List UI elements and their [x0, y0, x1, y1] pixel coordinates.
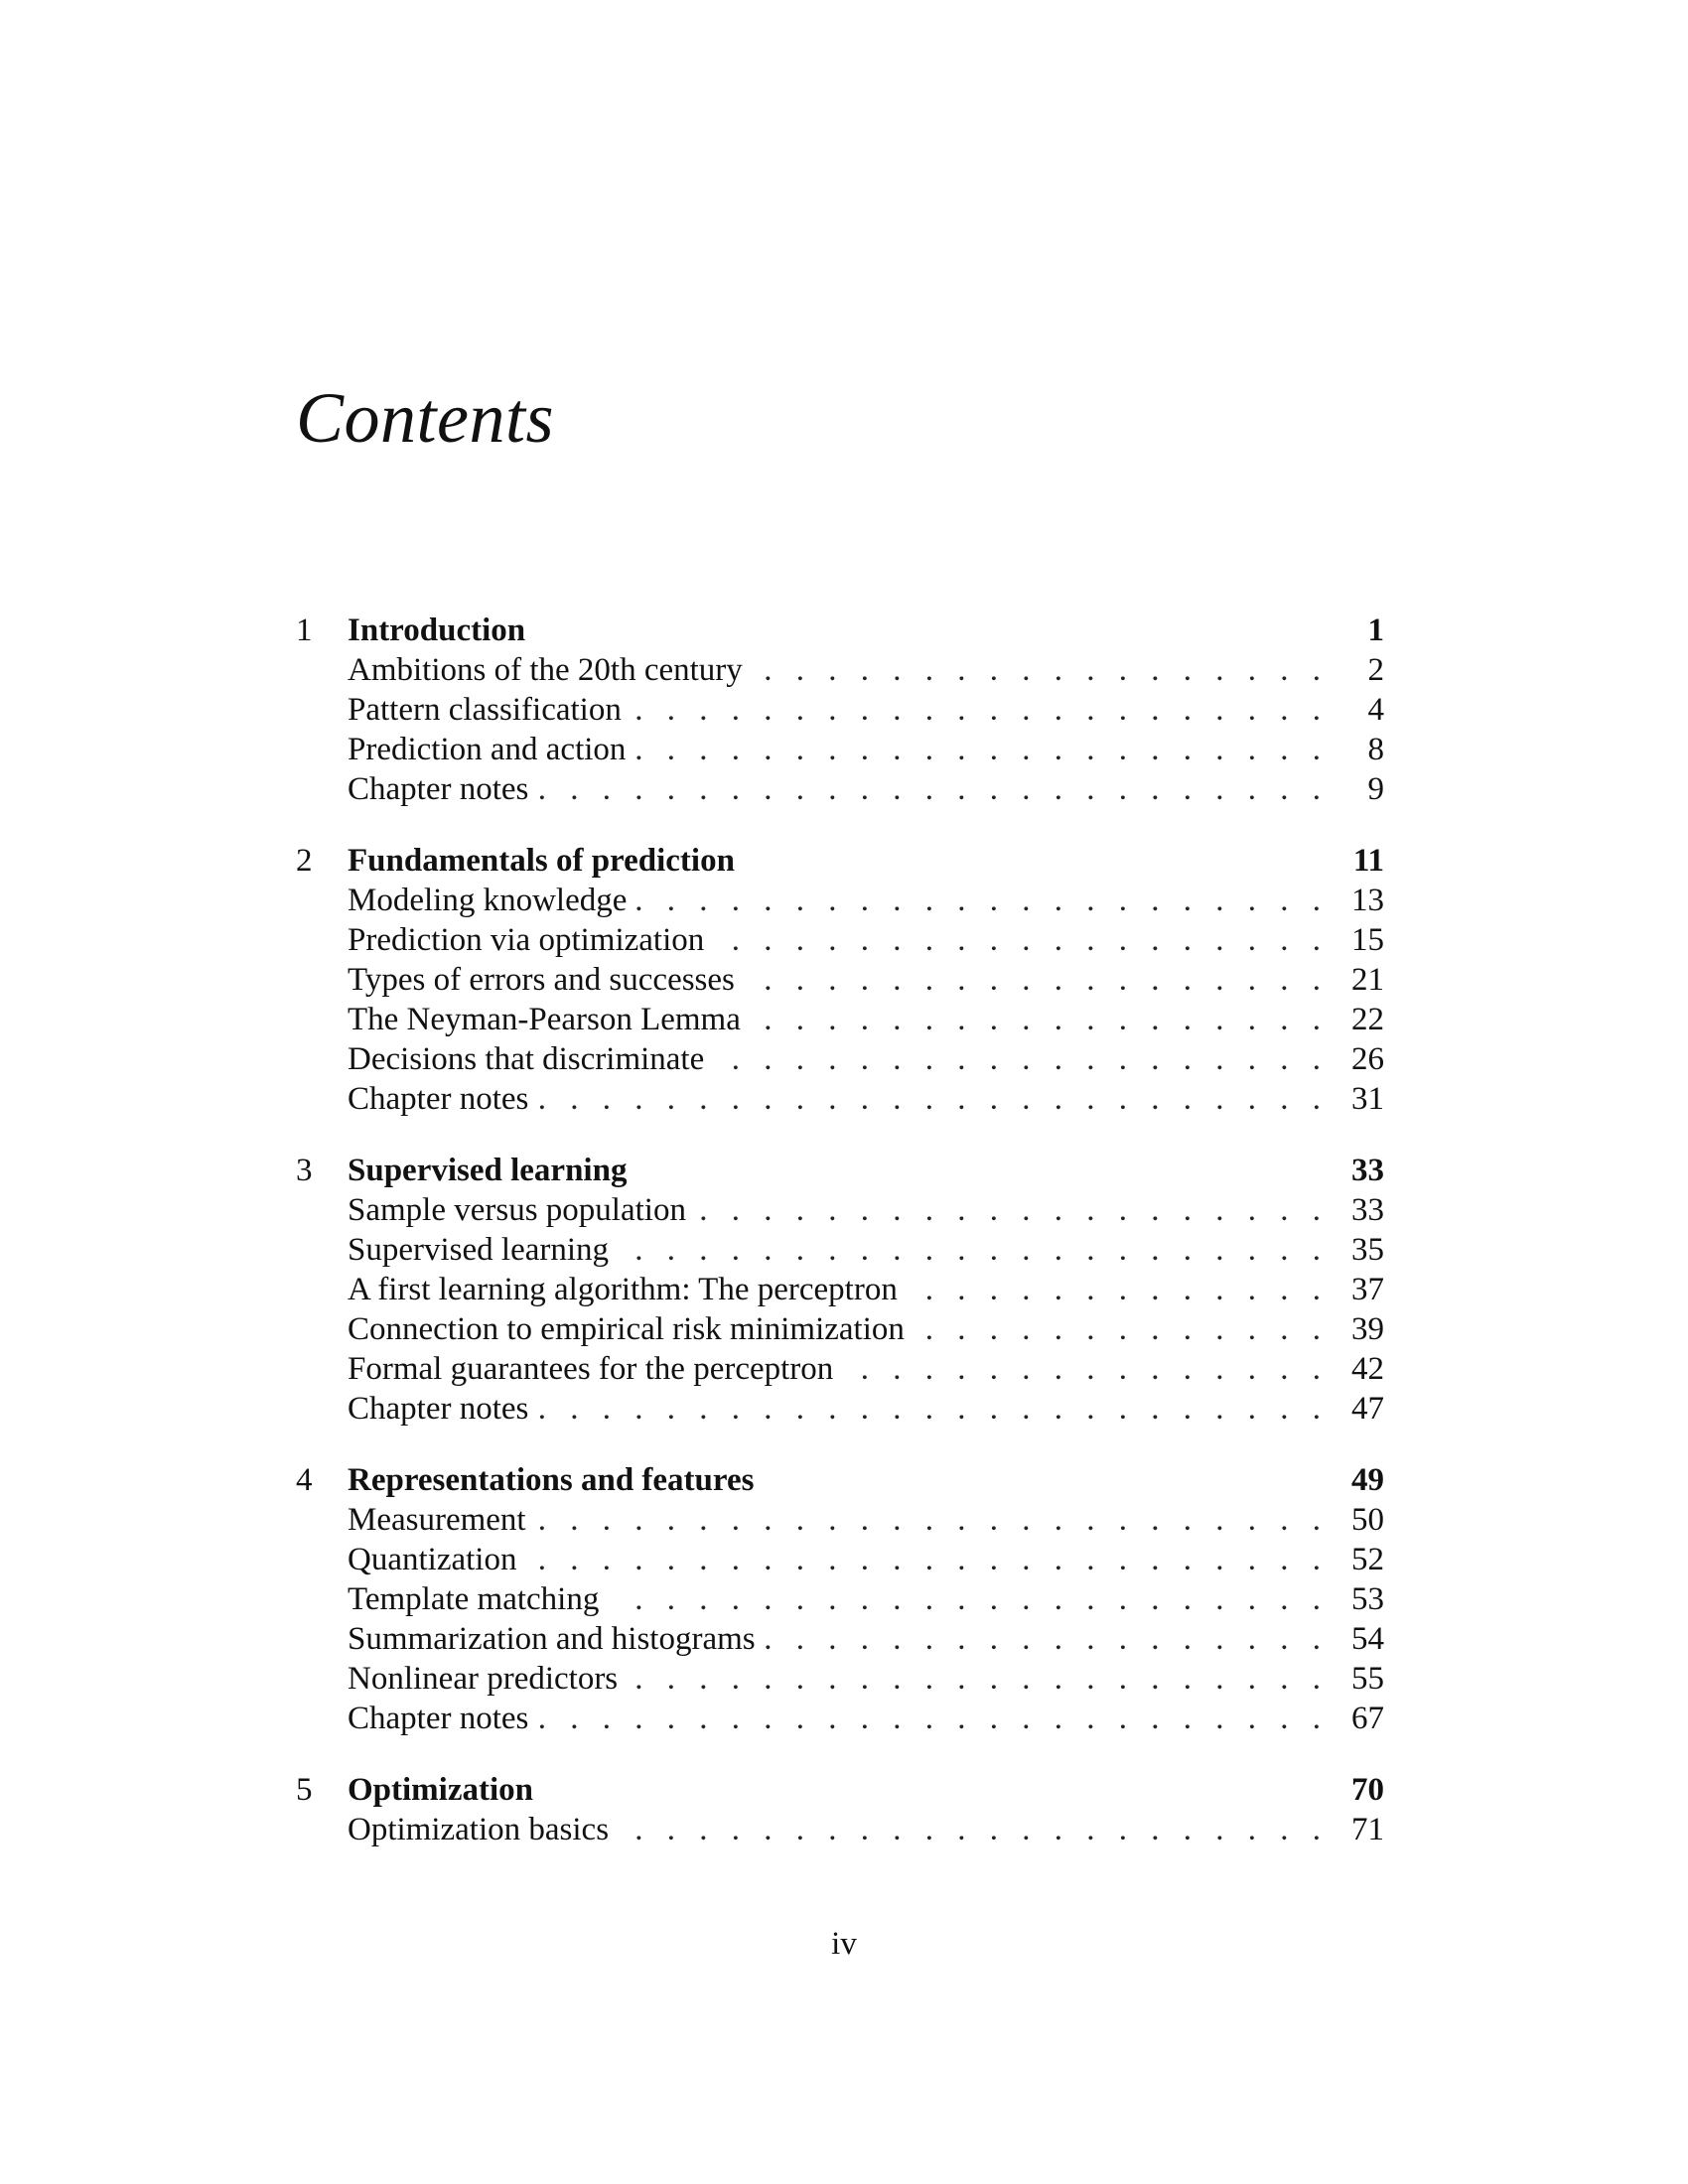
chapter-number: 4 [296, 1462, 313, 1498]
section-title: A first learning algorithm: The perceptron [348, 1272, 898, 1307]
section-page-number: 71 [1351, 1812, 1384, 1847]
section-title: Ambitions of the 20th century [348, 652, 743, 688]
chapter-number: 1 [296, 613, 313, 648]
toc-entry[interactable] [296, 1230, 1384, 1270]
toc-entry[interactable] [296, 1619, 1384, 1659]
toc-entry[interactable] [296, 1079, 1384, 1119]
toc-entry[interactable] [296, 1349, 1384, 1389]
dot-leader [843, 1349, 1329, 1389]
section-title: Template matching [348, 1581, 600, 1617]
section-page-number: 26 [1351, 1041, 1384, 1077]
dot-leader [751, 1000, 1329, 1039]
section-page-number: 55 [1351, 1661, 1384, 1697]
page-folio: iv [831, 1926, 857, 1962]
section-title: Formal guarantees for the perceptron [348, 1351, 834, 1387]
dot-leader [536, 1500, 1329, 1540]
toc-entry[interactable] [296, 1540, 1384, 1579]
dot-leader [538, 1699, 1329, 1738]
page-title: Contents [296, 378, 555, 458]
section-page-number: 9 [1367, 771, 1384, 807]
dot-leader [538, 1079, 1329, 1119]
chapter-number: 5 [296, 1772, 313, 1808]
chapter-title: Introduction [348, 613, 526, 648]
toc-entry[interactable] [296, 881, 1384, 920]
section-title: Quantization [348, 1542, 517, 1577]
dot-leader [619, 1810, 1329, 1849]
dot-leader [908, 1270, 1329, 1309]
section-page-number: 50 [1351, 1502, 1384, 1538]
dot-leader [538, 1389, 1329, 1429]
section-page-number: 42 [1351, 1351, 1384, 1387]
toc-chapter-heading[interactable] [296, 611, 1384, 650]
dot-leader [526, 1540, 1329, 1579]
chapter-page-number: 70 [1351, 1772, 1384, 1808]
section-title: Nonlinear predictors [348, 1661, 619, 1697]
toc-entry[interactable] [296, 1389, 1384, 1429]
dot-leader [714, 920, 1329, 960]
dot-leader [628, 1659, 1329, 1699]
section-title: Chapter notes [348, 1701, 529, 1736]
section-title: Supervised learning [348, 1232, 610, 1268]
toc-chapter-heading[interactable] [296, 841, 1384, 881]
chapter-page-number: 49 [1351, 1462, 1384, 1498]
section-page-number: 52 [1351, 1542, 1384, 1577]
section-page-number: 67 [1351, 1701, 1384, 1736]
toc-entry[interactable] [296, 650, 1384, 690]
chapter-title: Supervised learning [348, 1153, 628, 1188]
section-page-number: 13 [1351, 883, 1384, 918]
section-title: Chapter notes [348, 1081, 529, 1117]
section-title: Decisions that discriminate [348, 1041, 705, 1077]
section-page-number: 22 [1351, 1002, 1384, 1037]
dot-leader [635, 730, 1329, 769]
section-title: Prediction via optimization [348, 922, 705, 958]
dot-leader [636, 881, 1329, 920]
section-title: Pattern classification [348, 692, 622, 728]
section-page-number: 54 [1351, 1621, 1384, 1657]
dot-leader [538, 769, 1329, 809]
toc-chapter-heading[interactable] [296, 1770, 1384, 1810]
chapter-title: Optimization [348, 1772, 533, 1808]
section-page-number: 8 [1367, 732, 1384, 767]
toc-entry[interactable] [296, 1270, 1384, 1309]
chapter-number: 3 [296, 1153, 313, 1188]
chapter-title: Fundamentals of prediction [348, 843, 735, 879]
dot-leader [745, 960, 1329, 1000]
dot-leader [914, 1309, 1329, 1349]
section-page-number: 37 [1351, 1272, 1384, 1307]
toc-chapter [296, 1460, 1384, 1738]
chapter-title: Representations and features [348, 1462, 755, 1498]
toc-chapter [296, 841, 1384, 1119]
toc-entry[interactable] [296, 730, 1384, 769]
toc-chapter-heading[interactable] [296, 1151, 1384, 1190]
dot-leader [753, 650, 1329, 690]
section-title: Connection to empirical risk minimization [348, 1311, 905, 1347]
toc-entry[interactable] [296, 1309, 1384, 1349]
toc-entry[interactable] [296, 1190, 1384, 1230]
dot-leader [632, 690, 1329, 730]
section-title: Prediction and action [348, 732, 627, 767]
toc-entry[interactable] [296, 920, 1384, 960]
section-page-number: 2 [1367, 652, 1384, 688]
toc-chapter [296, 1770, 1384, 1849]
section-title: Optimization basics [348, 1812, 610, 1847]
section-title: Modeling knowledge [348, 883, 628, 918]
section-page-number: 39 [1351, 1311, 1384, 1347]
toc-entry[interactable] [296, 1699, 1384, 1738]
dot-leader [714, 1039, 1329, 1079]
section-title: Measurement [348, 1502, 526, 1538]
section-title: The Neyman-Pearson Lemma [348, 1002, 741, 1037]
section-page-number: 33 [1351, 1192, 1384, 1228]
section-page-number: 35 [1351, 1232, 1384, 1268]
chapter-page-number: 33 [1351, 1153, 1384, 1188]
table-of-contents [296, 611, 1384, 1881]
toc-chapter-heading[interactable] [296, 1460, 1384, 1500]
section-title: Chapter notes [348, 771, 529, 807]
section-title: Summarization and histograms [348, 1621, 756, 1657]
section-page-number: 15 [1351, 922, 1384, 958]
section-title: Chapter notes [348, 1391, 529, 1427]
section-page-number: 47 [1351, 1391, 1384, 1427]
section-page-number: 21 [1351, 962, 1384, 998]
dot-leader [619, 1230, 1329, 1270]
section-page-number: 53 [1351, 1581, 1384, 1617]
chapter-page-number: 11 [1352, 843, 1384, 879]
toc-entry[interactable] [296, 1039, 1384, 1079]
toc-entry[interactable] [296, 769, 1384, 809]
toc-entry[interactable] [296, 1579, 1384, 1619]
section-title: Types of errors and successes [348, 962, 735, 998]
section-page-number: 31 [1351, 1081, 1384, 1117]
dot-leader [696, 1190, 1329, 1230]
section-page-number: 4 [1367, 692, 1384, 728]
toc-entry[interactable] [296, 960, 1384, 1000]
dot-leader [766, 1619, 1329, 1659]
dot-leader [609, 1579, 1329, 1619]
toc-entry[interactable] [296, 1500, 1384, 1540]
chapter-number: 2 [296, 843, 313, 879]
toc-chapter [296, 611, 1384, 809]
toc-entry[interactable] [296, 690, 1384, 730]
toc-entry[interactable] [296, 1000, 1384, 1039]
section-title: Sample versus population [348, 1192, 686, 1228]
toc-entry[interactable] [296, 1810, 1384, 1849]
chapter-page-number: 1 [1367, 613, 1384, 648]
toc-chapter [296, 1151, 1384, 1429]
toc-entry[interactable] [296, 1659, 1384, 1699]
